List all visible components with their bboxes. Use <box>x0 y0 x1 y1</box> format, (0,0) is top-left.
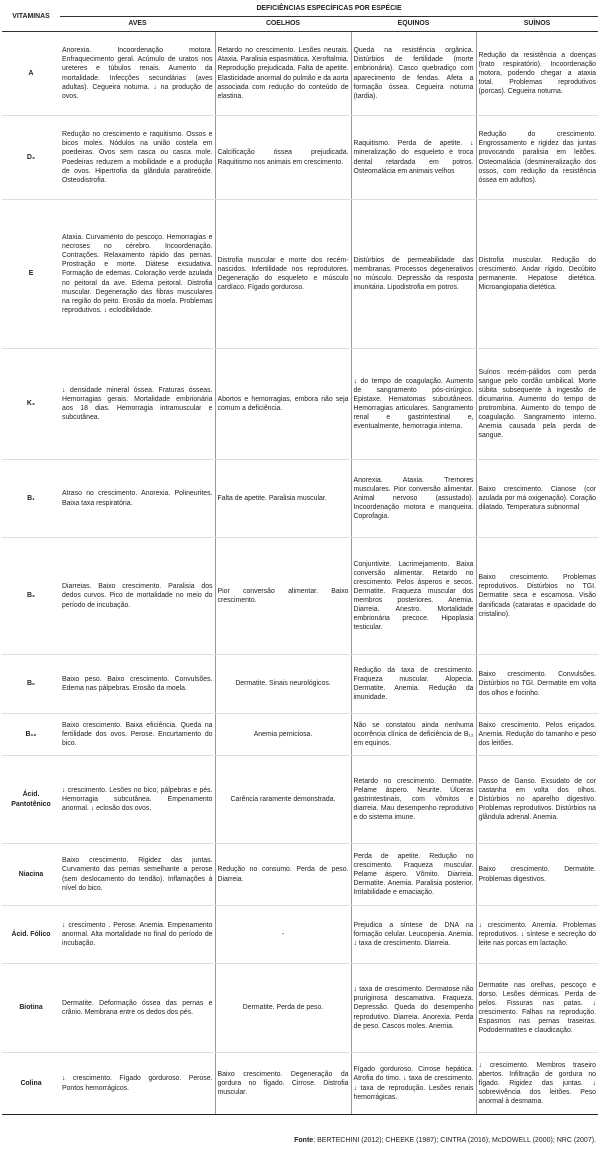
vitamin-name: D₃ <box>2 116 60 200</box>
vitamin-deficiency-table <box>2 2 598 1115</box>
cell-equinos: ↓ do tempo de coagulação. Aumento de sangramento pós-cirúrgico. Epistaxe. Hematomas subcutâneos. Hemorragias articulares. Sangramento renal e gastrintestinal e, eventualmente, hemorragia interna. <box>351 349 476 460</box>
cell-suinos: Dermatite nas orelhas, pescoço e dorso. Lesões dérmicas. Perda de pelos. Fissuras nas patas. ↓ crescimento. Falhas na reprodução. Espasmos nas pernas traseiras. Pododermatites e claudicação. <box>476 964 598 1053</box>
cell-coelhos: Abortos e hemorragias, embora não seja comum a deficiência. <box>215 349 351 460</box>
cell-suinos: Distrofia muscular. Redução do crescimento. Andar rígido. Decúbito permanente. Hepatose dietética. Microangiopatia dietética. <box>476 200 598 349</box>
cell-equinos: Não se constatou ainda nenhuma ocorrência clínica de deficiência de B₁₂ em equinos. <box>351 714 476 756</box>
cell-aves: Anorexia. Incoordenação motora. Enfraquecimento geral. Acúmulo de uratos nos ureteres e túbulos renais. Aumento da mortalidade. Infecções secundárias (aves adultas). Cegueira noturna. ↓ na produção de ovos. <box>60 32 215 116</box>
cell-aves: Diarreias. Baixo crescimento. Paralisia dos dedos curvos. Pico de mortalidade no meio do período de incubação. <box>60 538 215 655</box>
cell-aves: Dermatite. Deformação óssea das pernas e crânio. Membrana entre os dedos dos pés. <box>60 964 215 1053</box>
cell-coelhos: Carência raramente demonstrada. <box>215 756 351 844</box>
cell-equinos: Queda na resistência orgânica. Distúrbios de fertilidade (morte embrionária). Casco quebradiço com aparecimento de fendas. Afeta a formação óssea. Cegueira noturna (tardia). <box>351 32 476 116</box>
cell-coelhos: - <box>215 906 351 964</box>
table-row-vitamin-b1 <box>2 460 598 538</box>
vitamin-name: E <box>2 200 60 349</box>
cell-coelhos: Distrofia muscular e morte dos recém-nascidos. Infertilidade nos reprodutores. Degeneração do esqueleto e músculo cardíaco. Fígado gorduroso. <box>215 200 351 349</box>
vitamin-name: A <box>2 32 60 116</box>
cell-aves: Baixo crescimento. Rigidez das juntas. Curvamento das pernas semelhante a perose (sem deslocamento do tendão). Inflamações à nível do bico. <box>60 844 215 906</box>
table-row-vitamin-k3 <box>2 349 598 460</box>
cell-coelhos: Falta de apetite. Paralisia muscular. <box>215 460 351 538</box>
table-row-acid-pantotenico <box>2 756 598 844</box>
table-row-vitamin-b2 <box>2 538 598 655</box>
vitamin-name: B₆ <box>2 655 60 714</box>
source-text: : BERTECHINI (2012); CHEEKE (1987); CINTRA (2016); McDOWELL (2000); NRC (2007). <box>313 1137 596 1144</box>
cell-equinos: Perda de apetite. Redução no crescimento. Fraqueza muscular. Pelame áspero. Vômito. Diarreia. Dermatite. Anemia. Paralisia posterior. Irritabilidade e emaciação. <box>351 844 476 906</box>
table-row-colina <box>2 1053 598 1115</box>
cell-aves: ↓ crescimento. Lesões no bico, pálpebras e pés. Hemorragia subcutânea. Empenamento anormal. ↓ eclosão dos ovos. <box>60 756 215 844</box>
column-header-vitaminas: VITAMINAS <box>2 2 60 32</box>
table-row-vitamin-d3 <box>2 116 598 200</box>
vitamin-name: B₁ <box>2 460 60 538</box>
cell-equinos: Conjuntivite. Lacrimejamento. Baixa conversão alimentar. Retardo no crescimento. Pelos ásperos e secos. Dermatite. Fraqueza muscular dos membros posteriores. Anemia. Diarreia. Anestro. Mortalidade embrionária precoce. Hipoplasia testicular. <box>351 538 476 655</box>
cell-equinos: ↓ taxa de crescimento. Dermatose não pruriginosa descamativa. Fraqueza. Depressão. Queda do desempenho reprodutivo. Diarreia. Anorexia. Perda de peso. Cascos moles. Anemia. <box>351 964 476 1053</box>
cell-suinos: Baixo crescimento. Problemas reprodutivos. Distúrbios no TGI. Dermatite seca e escamosa. Visão danificada (cataratas e opacidade do cristalino). <box>476 538 598 655</box>
cell-coelhos: Dermatite. Perda de peso. <box>215 964 351 1053</box>
cell-coelhos: Redução no consumo. Perda de peso. Diarreia. <box>215 844 351 906</box>
cell-suinos: Passo de Ganso. Exsudato de cor castanha em volta dos olhos. Distúrbios no aparelho digestivo. Problemas reprodutivos. Distúrbios na glândula adrenal. Anemia. <box>476 756 598 844</box>
vitamin-name: B₁₂ <box>2 714 60 756</box>
cell-aves: Redução no crescimento e raquitismo. Ossos e bicos moles. Nódulos na união costela em poedeiras. Ovos sem casca ou casca mole. Poedeiras reduzem a mobilidade e a produção de ovos. Hipertrofia da glândula paratireóide. Osteodistrofia. <box>60 116 215 200</box>
vitamin-name: K₃ <box>2 349 60 460</box>
column-header-aves: AVES <box>60 17 215 32</box>
cell-coelhos: Baixo crescimento. Degeneração da gordura no fígado. Cirrose. Distrofia muscular. <box>215 1053 351 1115</box>
source-note <box>294 1137 596 1144</box>
vitamin-name: Biotina <box>2 964 60 1053</box>
cell-equinos: Anorexia. Ataxia. Tremores musculares. Pior conversão alimentar. Animal nervoso (assustado). Incoordenação motora e manqueira. Coprofagia. <box>351 460 476 538</box>
cell-equinos: Raquitismo. Perda de apetite. ↓ mineralização do esqueleto e troca dental retardada em potros. Osteomalácia em animais velhos <box>351 116 476 200</box>
table-row-biotina <box>2 964 598 1053</box>
vitamin-name: Colina <box>2 1053 60 1115</box>
cell-coelhos: Dermatite. Sinais neurológicos. <box>215 655 351 714</box>
cell-aves: Ataxia. Curvamento do pescoço. Hemorragias e necroses no cérebro. Incoordenação. Contrações. Relaxamento rápido das pernas. Prostração e morte. Diátese exsudativa. Formação de edemas. Coloração verde azulada no peitoral da ave. Edema peitoral. Distrofia muscular. Degeneração das fibras musculares na região do peito. Erosão da moela. Problemas reprodutivos. ↓ eclodibilidade. <box>60 200 215 349</box>
cell-suinos: Baixo crescimento. Convulsões. Distúrbios no TGI. Dermatite em volta dos olhos e focinho. <box>476 655 598 714</box>
vitamin-name: Ácid. Pantotênico <box>2 756 60 844</box>
vitamin-name: Ácid. Fólico <box>2 906 60 964</box>
cell-coelhos: Anemia perniciosa. <box>215 714 351 756</box>
cell-equinos: Prejudica a síntese de DNA na formação celular. Leucopenia. Anemia. ↓ taxa de crescimento. Diarreia. <box>351 906 476 964</box>
table-row-niacina <box>2 844 598 906</box>
cell-aves: Baixo crescimento. Baixa eficiência. Queda na fertilidade dos ovos. Perose. Encurtamento do bico. <box>60 714 215 756</box>
column-header-coelhos: COELHOS <box>215 17 351 32</box>
cell-suinos: Baixo crescimento. Pelos eriçados. Anemia. Redução do tamanho e peso dos leitões. <box>476 714 598 756</box>
cell-suinos: Baixo crescimento. Cianose (cor azulada por má oxigenação). Coração dilatado. Temperatura subnormal <box>476 460 598 538</box>
cell-suinos: Suínos recém-pálidos com perda sangue pelo cordão umbilical. Morte súbita subsequente à ingestão de dicumarina. Aumento do tempo de protrombina. Aumento do tempo de coagulação. Sangramento interno. Anemia causada pela perda de sangue. <box>476 349 598 460</box>
cell-suinos: Redução do crescimento. Engrossamento e rigidez das juntas provocando paralisia em leitões. Osteomalácia (desmineralização dos ossos, com redução da resistência óssea em adultos). <box>476 116 598 200</box>
cell-suinos: ↓ crescimento. Anemia. Problemas reprodutivos. ↓ síntese e secreção do leite nas porcas em lactação. <box>476 906 598 964</box>
table-row-vitamin-e <box>2 200 598 349</box>
vitamin-name: Niacina <box>2 844 60 906</box>
cell-suinos: Baixo crescimento. Dermatite. Problemas digestivos. <box>476 844 598 906</box>
cell-aves: ↓ densidade mineral óssea. Fraturas ósseas. Hemorragias gerais. Mortalidade embrionária aos 18 dias. Hemorragia intramuscular e subcutânea. <box>60 349 215 460</box>
source-label: Fonte <box>294 1137 314 1144</box>
cell-suinos: Redução da resistência a doenças (trato respiratório). Incoordenação motora, podendo chegar a ataxia total. Problemas reprodutivos (porcas). Cegueira noturna. <box>476 32 598 116</box>
table-row-vitamin-b6 <box>2 655 598 714</box>
cell-aves: ↓ crescimento. Fígado gorduroso. Perose. Pontos hemorrágicos. <box>60 1053 215 1115</box>
vitamin-name: B₂ <box>2 538 60 655</box>
column-header-suinos: SUÍNOS <box>476 17 598 32</box>
cell-equinos: Distúrbios de permeabilidade das membranas. Processos degenerativos no músculo. Depressão da resposta imunitária. Lipodistrofia em potros. <box>351 200 476 349</box>
cell-equinos: Fígado gorduroso. Cirrose hepática. Atrofia do timo. ↓ taxa de crescimento. ↓ taxa de reprodução. Lesões renais hemorrágicas. <box>351 1053 476 1115</box>
cell-coelhos: Retardo no crescimento. Lesões neurais. Ataxia. Paralisia espasmática. Xeroftalmia. Reprodução prejudicada. Falta de apetite. Elasticidade anormal do pulmão e da aorta associada com redução do conteúdo de elastina. <box>215 32 351 116</box>
cell-equinos: Retardo no crescimento. Dermatite. Pelame áspero. Neurite. Úlceras gastrintestinais, com vômitos e diarreia. Mau desempenho reprodutivo e do sistema imune. <box>351 756 476 844</box>
cell-aves: Baixo peso. Baixo crescimento. Convulsões. Edema nas pálpebras. Erosão da moela. <box>60 655 215 714</box>
cell-coelhos: Calcificação óssea prejudicada. Raquitismo nos animais em crescimento. <box>215 116 351 200</box>
cell-aves: Atraso no crescimento. Anorexia. Polineurites. Baixa taxa respiratória. <box>60 460 215 538</box>
column-header-equinos: EQUINOS <box>351 17 476 32</box>
table-row-acid-folico <box>2 906 598 964</box>
table-row-vitamin-b12 <box>2 714 598 756</box>
cell-aves: ↓ crescimento . Perose. Anemia. Empenamento anormal. Alta mortalidade no final do período de incubação. <box>60 906 215 964</box>
cell-suinos: ↓ crescimento. Membros traseiro abertos. Infiltração de gordura no fígado. Rigidez das juntas. ↓ sobrevivência dos leitões. Peso anormal à desmama. <box>476 1053 598 1115</box>
cell-coelhos: Pior conversão alimentar. Baixo crescimento. <box>215 538 351 655</box>
cell-equinos: Redução da taxa de crescimento. Fraqueza muscular. Alopecia. Dermatite. Anemia. Redução da imunidade. <box>351 655 476 714</box>
table-row-vitamin-a <box>2 32 598 116</box>
table-title: DEFICIÊNCIAS ESPECÍFICAS POR ESPÉCIE <box>60 2 598 17</box>
